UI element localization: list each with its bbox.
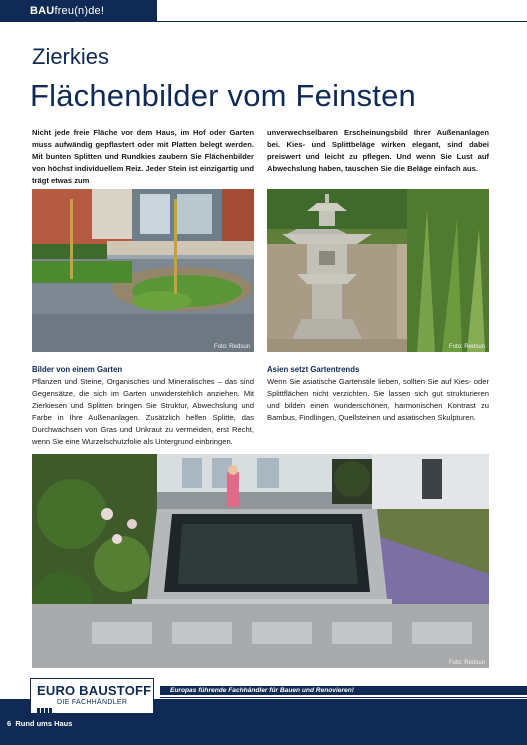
section-asia [267, 364, 489, 424]
lantern-photo [267, 189, 489, 352]
section-asia-body: Wenn Sie asiatische Gartenstile lieben, sollten Sie auf Kies- oder Splittflächen nicht verzichten. Sie lassen sich gut strukturieren und bilden einen wunderschönen, harmonischen Kontrast zu Bambus, Findlingen, Quellsteinen und asiatischen Skulpturen. [267, 377, 489, 422]
logo-tagline: DIE FACHHÄNDLER [57, 699, 128, 706]
magazine-header-tab [0, 0, 157, 22]
logo-squares-icon [37, 700, 53, 718]
header-rule [157, 21, 527, 22]
section-garden [32, 364, 254, 448]
intro-column-left: Nicht jede freie Fläche vor dem Haus, im Hof oder Garten muss aufwändig gepflastert oder mit Platten belegt werden. Mit bunten Splitten und Rundkies zaubern Sie Flächenbilder von höchst individuellem Reiz. Jeder Stein ist einzigartig und trägt etwas zum [32, 128, 254, 185]
brand-light: freu(n)de! [54, 5, 105, 17]
article-headline: Flächenbilder vom Feinsten [30, 78, 416, 113]
lantern-photo-credit: Foto: Redsun [448, 344, 485, 350]
slogan-bar [160, 686, 527, 695]
logo-brand: EURO BAUSTOFF [37, 683, 152, 698]
pond-photo [32, 454, 489, 668]
page-number: 6 [7, 719, 12, 728]
garden-photo [32, 189, 254, 352]
garden-photo-credit: Foto: Redsun [213, 344, 250, 350]
brand-bold: BAU [30, 5, 55, 17]
page-footer-label [7, 719, 72, 728]
slogan-rule [160, 697, 527, 698]
section-garden-title: Bilder von einem Garten [32, 365, 123, 374]
page-section: Rund ums Haus [15, 719, 73, 728]
article-kicker: Zierkies [32, 44, 110, 69]
section-asia-title: Asien setzt Gartentrends [267, 365, 360, 374]
section-garden-body: Pflanzen und Steine, Organisches und Mineralisches – das sind Gegensätze, die sich im Garten unwiderstehlich anziehen. Mit Zierkiesen und Splitten bringen Sie Struktur, Abwechslung und Farbe in Ihre Außenanlagen. Zusätzlich helfen Splitte, das Durchwachsen von Gras und Unkraut zu vermeiden, erst Recht, wenn Sie eine Wurzelschutzfolie als Untergrund einbringen. [32, 377, 254, 446]
slogan-text: Europas führende Fachhändler für Bauen und Renovieren! [170, 687, 354, 694]
euro-baustoff-logo [30, 678, 154, 714]
intro-column-right: unverwechselbaren Erscheinungsbild Ihrer Außenanlagen bei. Kies- und Splittbeläge wirken elegant, sind dabei preiswert und leicht zu pflegen. Und wenn Sie Lust auf Abwechslung haben, tauschen Sie die Beläge einfach aus. [267, 128, 489, 173]
pond-photo-credit: Foto: Redsun [448, 660, 485, 666]
